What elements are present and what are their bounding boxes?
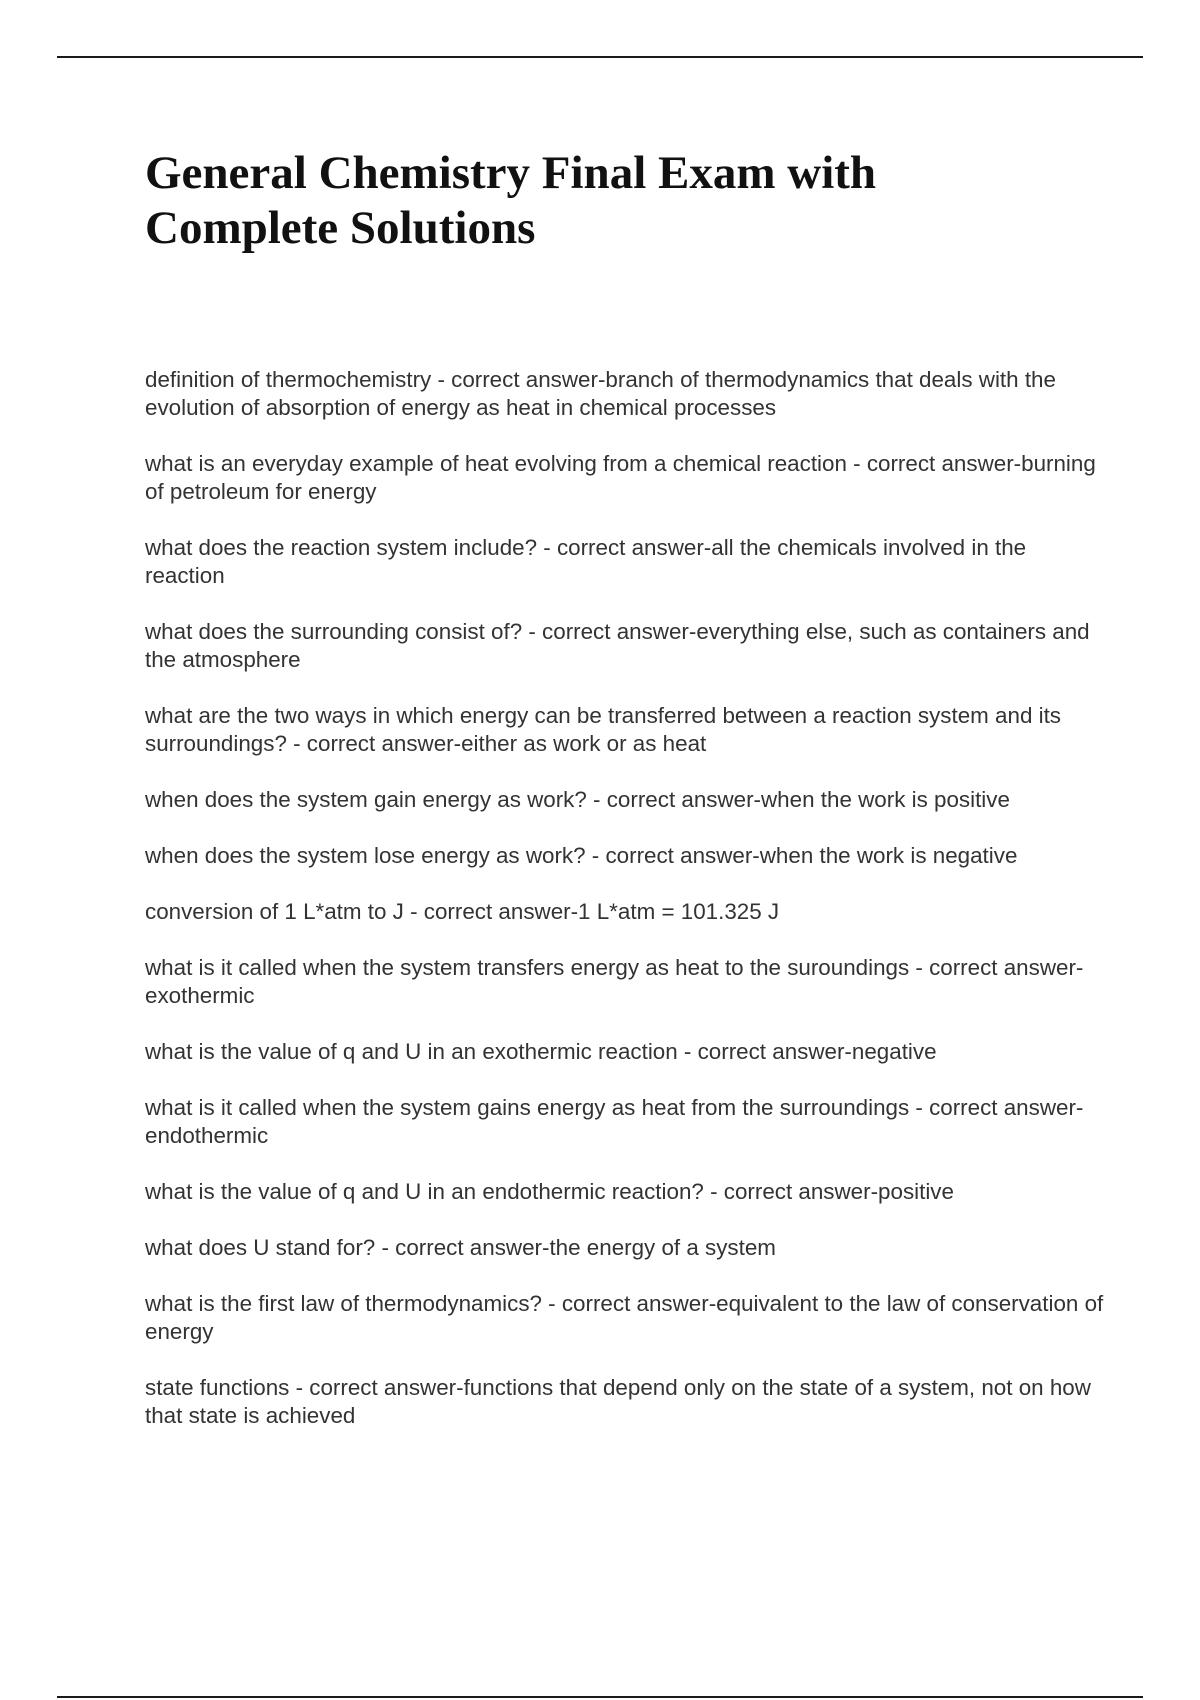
qa-item-7: when does the system lose energy as work? - correct answer-when the work is negative bbox=[145, 843, 1018, 868]
qa-item-10: what is the value of q and U in an exothermic reaction - correct answer-negative bbox=[145, 1039, 937, 1064]
qa-item-12: what is the value of q and U in an endothermic reaction? - correct answer-positive bbox=[145, 1179, 954, 1204]
qa-item-6: when does the system gain energy as work? - correct answer-when the work is positive bbox=[145, 787, 1010, 812]
document-title: General Chemistry Final Exam with Complete Solutions bbox=[145, 147, 877, 254]
qa-item-11: what is it called when the system gains energy as heat from the surroundings - correct answer-endothermic bbox=[145, 1095, 1084, 1148]
bottom-divider bbox=[57, 1696, 1143, 1698]
qa-item-8: conversion of 1 L*atm to J - correct answer-1 L*atm = 101.325 J bbox=[145, 899, 780, 924]
qa-item-14: what is the first law of thermodynamics? - correct answer-equivalent to the law of conservation of energy bbox=[145, 1291, 1104, 1344]
qa-item-1: definition of thermochemistry - correct answer-branch of thermodynamics that deals with the evolution of absorption of energy as heat in chemical processes bbox=[145, 367, 1056, 420]
qa-item-3: what does the reaction system include? - correct answer-all the chemicals involved in the reaction bbox=[145, 535, 1027, 588]
qa-item-15: state functions - correct answer-functions that depend only on the state of a system, not on how that state is achieved bbox=[145, 1375, 1091, 1428]
qa-item-4: what does the surrounding consist of? - correct answer-everything else, such as containers and the atmosphere bbox=[145, 619, 1090, 672]
qa-item-13: what does U stand for? - correct answer-the energy of a system bbox=[145, 1235, 776, 1260]
qa-item-9: what is it called when the system transfers energy as heat to the suroundings - correct answer-exothermic bbox=[145, 955, 1084, 1008]
qa-list bbox=[145, 366, 1105, 1458]
qa-item-2: what is an everyday example of heat evolving from a chemical reaction - correct answer-burning of petroleum for energy bbox=[145, 451, 1096, 504]
top-divider bbox=[57, 56, 1143, 58]
qa-item-5: what are the two ways in which energy can be transferred between a reaction system and its surroundings? - correct answer-either as work or as heat bbox=[145, 703, 1062, 756]
